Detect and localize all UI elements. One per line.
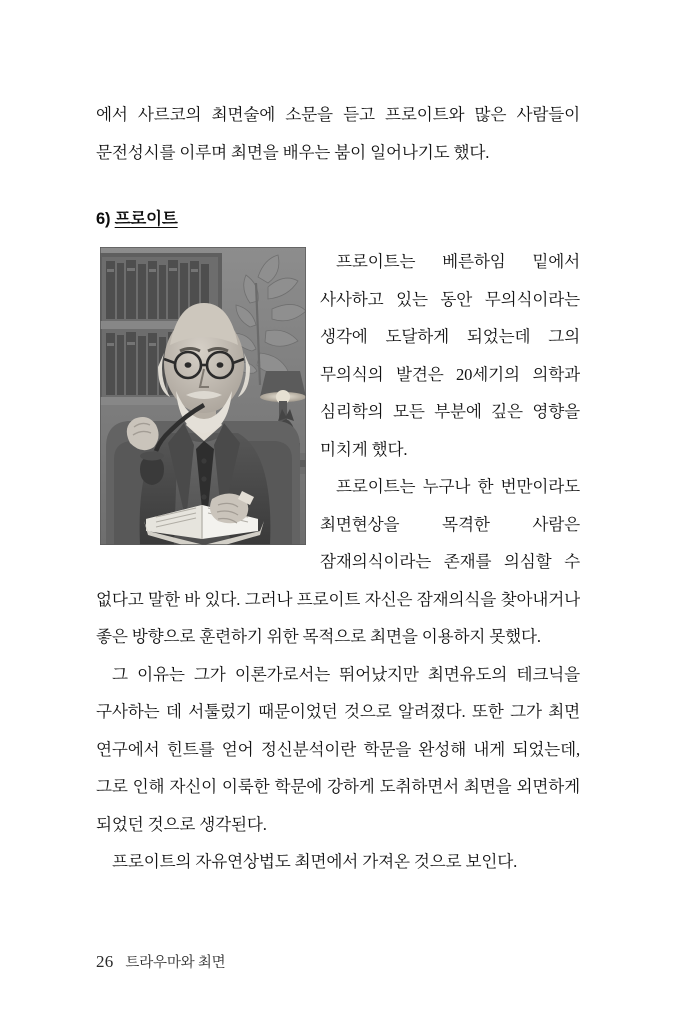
page-footer bbox=[96, 951, 225, 972]
page-number: 26 bbox=[96, 952, 114, 971]
body-paragraph-4: 프로이트의 자유연상법도 최면에서 가져온 것으로 보인다. bbox=[112, 852, 518, 871]
body-paragraph-2: 프로이트는 누구나 한 번만이라도 최면현상을 목격한 사람은 잠재의식이라는 존재를 의심할 수 없다고 말한 바 있다. 그러나 프로이트 자신은 잠재의식을 찾아내거나 좋은 방향으로 훈련하기 위한 목적으로 최면을 이용하지 못했다. bbox=[96, 477, 580, 646]
section-heading-block bbox=[96, 207, 580, 231]
freud-portrait-figure bbox=[100, 247, 306, 545]
running-title: 트라우마와 최면 bbox=[125, 955, 226, 971]
freud-portrait-illustration bbox=[100, 247, 306, 545]
text-flow bbox=[96, 243, 580, 881]
heading-title: 프로이트 bbox=[114, 210, 178, 228]
heading-number: 6) bbox=[96, 210, 111, 228]
page-content bbox=[96, 96, 580, 881]
body-paragraph-3: 그 이유는 그가 이론가로서는 뛰어났지만 최면유도의 테크닉을 구사하는 데 서툴렀기 때문이었던 것으로 알려졌다. 또한 그가 최면 연구에서 힌트를 얻어 정신분석이란 학문을 완성해 내게 되었는데, 그로 인해 자신이 이룩한 학문에 강하게 도취하면서 최면을 외면하게 되었던 것으로 생각된다. bbox=[96, 664, 580, 834]
top-paragraph: 에서 사르코의 최면술에 소문을 듣고 프로이트와 많은 사람들이 문전성시를 이루며 최면을 배우는 붐이 일어나기도 했다. bbox=[96, 105, 580, 162]
body-paragraph-1: 프로이트는 베른하임 밑에서 사사하고 있는 동안 무의식이라는 생각에 도달하게 되었는데 그의 무의식의 발견은 20세기의 의학과 심리학의 모든 부분에 깊은 영향을 미치게 했다. bbox=[320, 252, 580, 459]
page-title bbox=[96, 207, 580, 231]
